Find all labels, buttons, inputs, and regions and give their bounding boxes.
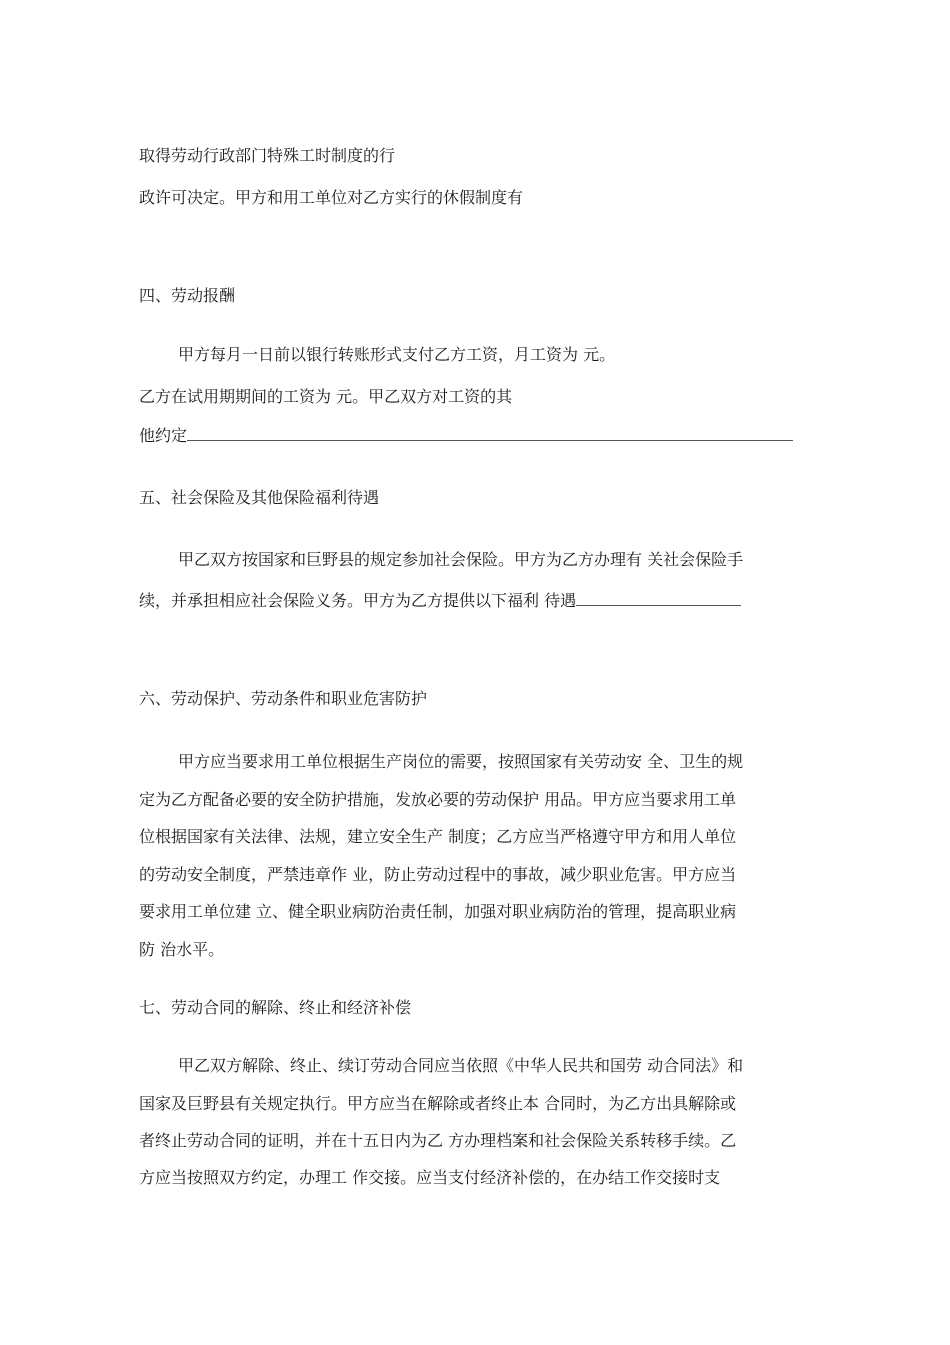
fill-in-blank[interactable] [576,589,741,606]
paragraph-line: 甲乙双方按国家和巨野县的规定参加社会保险。甲方为乙方办理有 关社会保险手 [178,550,744,569]
fill-in-blank[interactable] [187,424,793,441]
paragraph-text: 他约定 [139,426,188,445]
paragraph-line: 定为乙方配备必要的安全防护措施，发放必要的劳动保护 用品。甲方应当要求用工单 [139,790,737,809]
paragraph-line: 要求用工单位建 立、健全职业病防治责任制，加强对职业病防治的管理，提高职业病 [139,902,737,921]
paragraph-line-with-blank [139,589,741,612]
paragraph-line: 国家及巨野县有关规定执行。甲方应当在解除或者终止本 合同时，为乙方出具解除或 [139,1094,737,1113]
paragraph-line: 者终止劳动合同的证明，并在十五日内为乙 方办理档案和社会保险关系转移手续。乙 [139,1131,737,1150]
paragraph-line: 方应当按照双方约定，办理工 作交接。应当支付经济补偿的，在办结工作交接时支 [139,1168,721,1187]
paragraph-line: 甲方应当要求用工单位根据生产岗位的需要，按照国家有关劳动安 全、卫生的规 [178,752,744,771]
section-heading-5: 五、社会保险及其他保险福利待遇 [139,488,380,507]
paragraph-line: 防 治水平。 [139,940,225,959]
paragraph-text: 续，并承担相应社会保险义务。甲方为乙方提供以下福利 待遇 [139,591,577,610]
paragraph-line: 取得劳动行政部门特殊工时制度的行 [139,146,396,165]
section-heading-7: 七、劳动合同的解除、终止和经济补偿 [139,998,412,1017]
paragraph-line: 的劳动安全制度，严禁违章作 业，防止劳动过程中的事故，减少职业危害。甲方应当 [139,865,737,884]
paragraph-line: 甲乙双方解除、终止、续订劳动合同应当依照《中华人民共和国劳 动合同法》和 [178,1056,744,1075]
paragraph-line: 甲方每月一日前以银行转账形式支付乙方工资，月工资为 元。 [178,345,616,364]
section-heading-4: 四、劳动报酬 [139,286,236,305]
section-heading-6: 六、劳动保护、劳动条件和职业危害防护 [139,689,428,708]
paragraph-line: 位根据国家有关法律、法规，建立安全生产 制度；乙方应当严格遵守甲方和用人单位 [139,827,737,846]
paragraph-line-with-blank [139,424,793,447]
paragraph-line: 乙方在试用期期间的工资为 元。甲乙双方对工资的其 [139,387,513,406]
paragraph-line: 政许可决定。甲方和用工单位对乙方实行的休假制度有 [139,188,524,207]
